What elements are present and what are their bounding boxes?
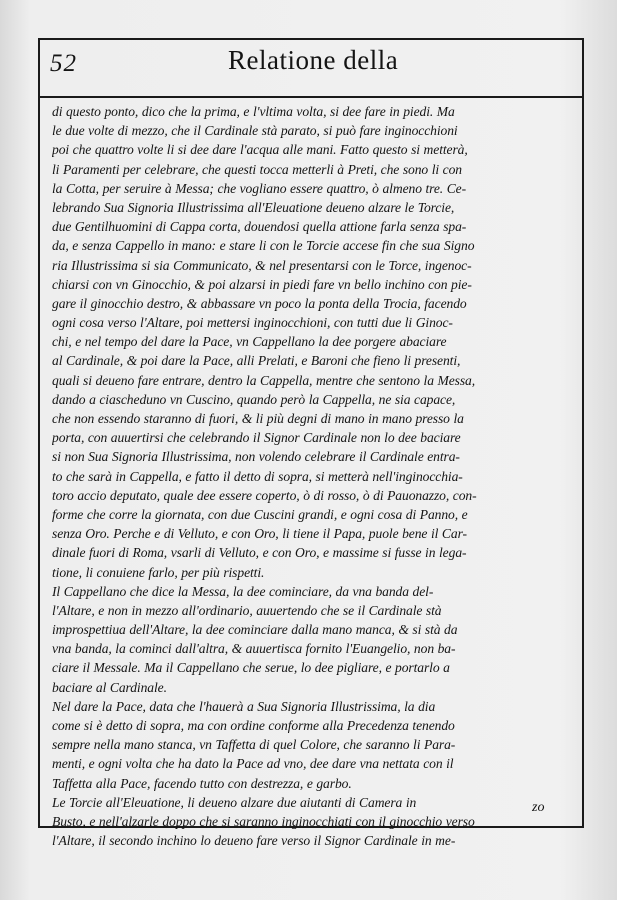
text-line: quali si deueno fare entrare, dentro la Cappella, mentre che sentono la Messa, <box>52 372 476 388</box>
text-line: Taffetta alla Pace, facendo tutto con destrezza, e garbo. <box>52 775 352 791</box>
text-line: baciare al Cardinale. <box>52 679 167 695</box>
text-line: due Gentilhuomini di Cappa corta, douendosi quella attione farla senza spa- <box>52 219 467 235</box>
text-line: le due volte di mezzo, che il Cardinale stà parato, si può fare inginocchioni <box>52 123 458 139</box>
text-line: to che sarà in Cappella, e fatto il detto di sopra, si metterà nell'inginocchia- <box>52 468 463 484</box>
text-line: l'Altare, il secondo inchino lo deueno fare verso il Signor Cardinale in me- <box>52 833 456 849</box>
page-number: 52 <box>50 50 77 77</box>
text-line: la Cotta, per seruire à Messa; che vogliano essere quattro, ò almeno tre. Ce- <box>52 180 467 196</box>
text-line: chi, e nel tempo del dare la Pace, vn Cappellano la dee porgere abaciare <box>52 334 447 350</box>
text-line: tione, li conuiene farlo, per più rispetti. <box>52 564 265 580</box>
text-line: dinale fuori di Roma, vsarli di Velluto, e con Oro, e massime si fusse in lega- <box>52 545 467 561</box>
text-line: al Cardinale, & poi dare la Pace, alli Prelati, e Baroni che fieno li presenti, <box>52 353 461 369</box>
text-line: sempre nella mano stanca, vn Taffetta di quel Colore, che saranno li Para- <box>52 737 456 753</box>
text-line: l'Altare, e non in mezzo all'ordinario, auuertendo che se il Cardinale stà <box>52 602 442 618</box>
header-rule <box>38 96 584 98</box>
text-line: come si è detto di sopra, ma con ordine conforme alla Precedenza tenendo <box>52 718 455 733</box>
text-line: lebrando Sua Signoria Illustrissima all'Eleuatione deueno alzare le Torcie, <box>52 199 455 215</box>
text-line: senza Oro. Perche e di Velluto, e con Oro, li tiene il Papa, puole bene il Car- <box>52 526 467 542</box>
text-line: ria Illustrissima si sia Communicato, & nel presentarsi con le Torce, ingenoc- <box>52 257 472 273</box>
text-line: si non Sua Signoria Illustrissima, non volendo celebrare il Cardinale entra- <box>52 449 460 465</box>
text-line: poi che quattro volte li si dee dare l'acqua alle mani. Fatto questo si metterà, <box>52 142 468 158</box>
text-line: chiarsi con vn Ginocchio, & poi alzarsi in piedi fare vn bello inchino con pie- <box>52 276 472 292</box>
text-line: ogni cosa verso l'Altare, poi mettersi inginocchioni, con tutti due li Ginoc- <box>52 315 453 331</box>
text-line: menti, e ogni volta che ha dato la Pace ad vno, dee dare vna nettata con il <box>52 756 454 772</box>
text-line: ciare il Messale. Ma il Cappellano che serue, lo dee pigliare, e portarlo a <box>52 660 450 676</box>
text-line: vna banda, la cominci dall'altra, & auuertisca fornito l'Euangelio, non ba- <box>52 641 456 657</box>
text-line: li Paramenti per celebrare, che questi tocca metterli à Preti, che sono li con <box>52 161 462 177</box>
text-line: gare il ginocchio destro, & abbassare vn poco la ponta della Trocia, facendo <box>52 295 467 311</box>
text-line: di questo ponto, dico che la prima, e l'vltima volta, si dee fare in piedi. Ma <box>52 104 455 119</box>
text-line: forme che corre la giornata, con due Cuscini grandi, e ogni cosa di Panno, e <box>52 506 468 522</box>
text-line: Il Cappellano che dice la Messa, la dee cominciare, da vna banda del- <box>52 583 434 599</box>
catchword: zo <box>532 800 545 815</box>
text-line: porta, con auuertirsi che celebrando il Signor Cardinale non lo dee baciare <box>52 430 461 446</box>
body-text <box>52 102 580 850</box>
text-line: improspettiua dell'Altare, la dee cominciare dalla mano manca, & si stà da <box>52 622 458 638</box>
text-line: da, e senza Cappello in mano: e stare li con le Torcie accese fin che sua Signo <box>52 238 475 254</box>
text-line: che non essendo staranno di fuori, & li più degni di mano in mano presso la <box>52 411 464 426</box>
text-line: Nel dare la Pace, data che l'hauerà a Sua Signoria Illustrissima, la dia <box>52 698 436 714</box>
running-head: Relatione della <box>228 45 399 75</box>
text-line: toro accio deputato, quale dee essere coperto, ò di rosso, ò di Pauonazzo, con- <box>52 487 477 503</box>
text-line: Le Torcie all'Eleuatione, li deueno alzare due aiutanti di Camera in <box>52 794 417 810</box>
text-line: Busto, e nell'alzarle doppo che si saranno inginocchiati con il ginocchio verso <box>52 813 475 829</box>
text-line: dando a ciascheduno vn Cuscino, quando però la Cappella, ne sia capace, <box>52 391 456 407</box>
